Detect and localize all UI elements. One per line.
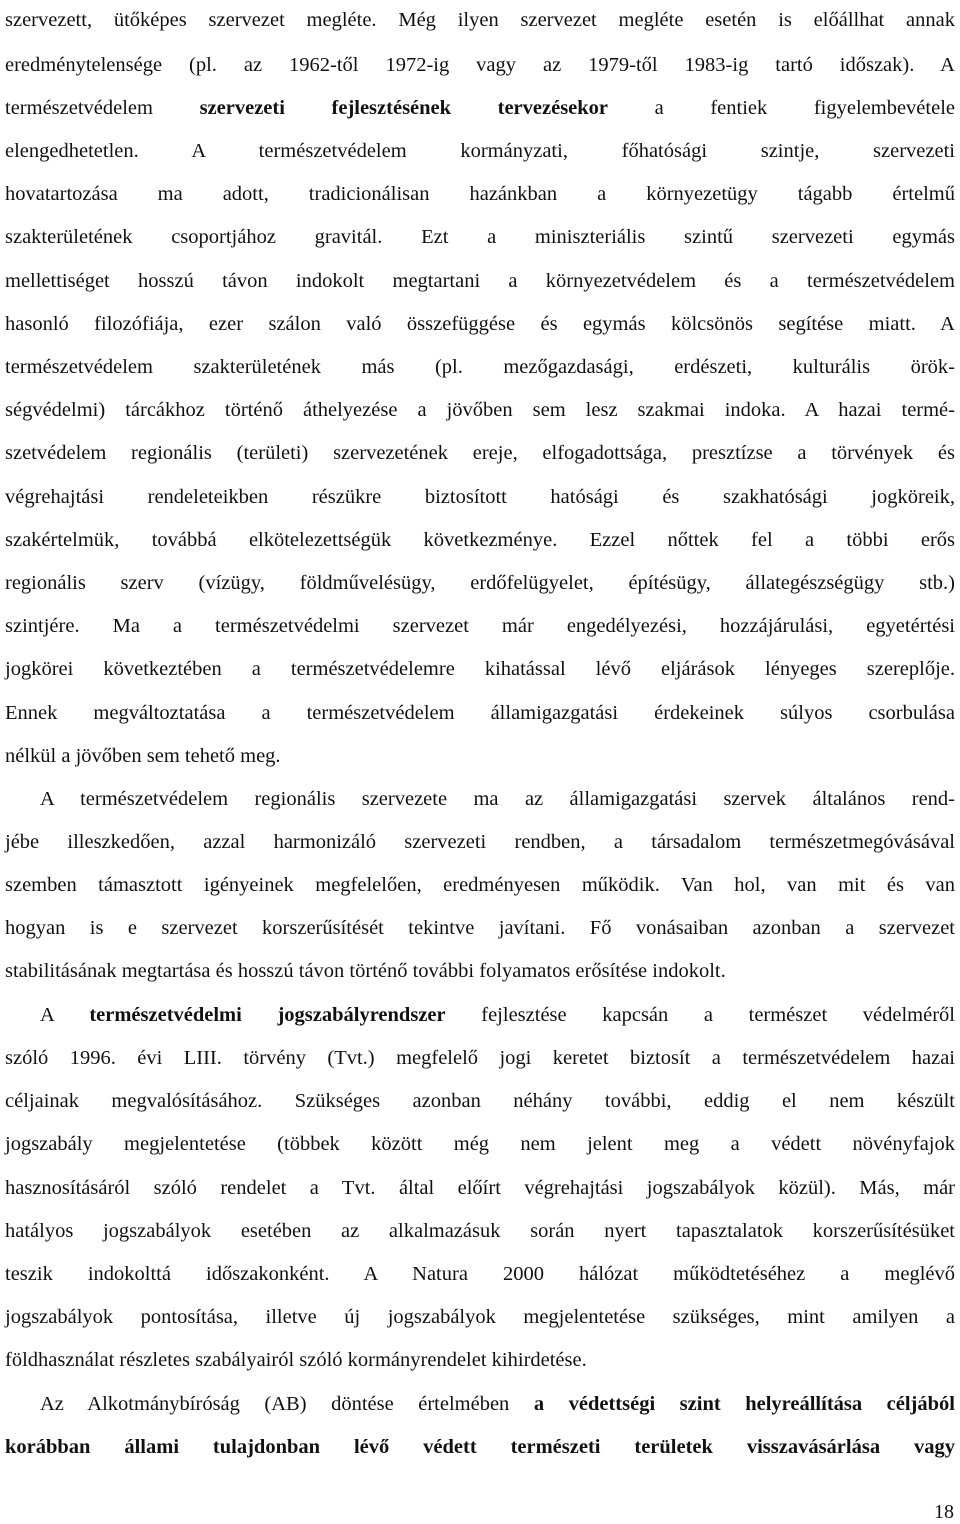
- text-span: jébe illeszkedően, azzal harmonizáló szervezeti rendben, a társadalom természetmegóvásával: [5, 831, 955, 853]
- text-line: [5, 440, 955, 466]
- text-line: [5, 484, 955, 510]
- text-line: [5, 915, 955, 941]
- text-line: [5, 95, 955, 121]
- text-line: [5, 354, 955, 380]
- text-line: [5, 1304, 955, 1330]
- text-line: [5, 958, 955, 984]
- text-span: A természetvédelem regionális szervezete ma az államigazgatási szervek általános rend-: [40, 788, 955, 810]
- text-line: [5, 397, 955, 423]
- text-line: [5, 1347, 955, 1373]
- text-span: Az Alkotmánybíróság (AB) döntése értelmében: [40, 1393, 534, 1415]
- text-line: [5, 1434, 955, 1460]
- text-span: mellettiséget hosszú távon indokolt megtartani a környezetvédelem és a természetvédelem: [5, 270, 955, 292]
- text-line: [40, 1002, 955, 1028]
- text-line: [5, 1131, 955, 1157]
- text-span: hasonló filozófiája, ezer szálon való összefüggése és egymás kölcsönös segítése miatt. A: [5, 313, 955, 335]
- text-span: regionális szerv (vízügy, földművelésügy, erdőfelügyelet, építésügy, állategészségügy stb.): [5, 572, 955, 594]
- text-span: hogyan is e szervezet korszerűsítését tekintve javítani. Fő vonásaiban azonban a szervezet: [5, 917, 955, 939]
- text-span: céljainak megvalósításához. Szükséges azonban néhány további, eddig el nem készült: [5, 1090, 955, 1112]
- text-span: stabilitásának megtartása és hosszú távon történő további folyamatos erősítése indokolt.: [5, 960, 726, 982]
- text-span: fejlesztése kapcsán a természet védelméről: [445, 1004, 955, 1026]
- text-line: [5, 570, 955, 596]
- bold-text-span: a védettségi szint helyreállítása céljából: [533, 1393, 955, 1415]
- text-span: jogkörei következtében a természetvédelemre kihatással lévő eljárások lényeges szereplője.: [5, 658, 955, 680]
- text-line: [40, 786, 955, 812]
- bold-text-span: természetvédelmi jogszabályrendszer: [89, 1004, 446, 1026]
- text-line: [5, 52, 955, 78]
- text-line: [5, 311, 955, 337]
- text-line: [5, 1045, 955, 1071]
- text-span: nélkül a jövőben sem tehető meg.: [5, 745, 281, 767]
- text-span: földhasználat részletes szabályairól szóló kormányrendelet kihirdetése.: [5, 1349, 587, 1371]
- text-line: [5, 181, 955, 207]
- text-span: a fentiek figyelembevétele: [608, 97, 955, 119]
- text-line: [5, 872, 955, 898]
- text-span: szakterületének csoportjához gravitál. Ezt a miniszteriális szintű szervezeti egymás: [5, 226, 955, 248]
- text-span: jogszabályok pontosítása, illetve új jogszabályok megjelentetése szükséges, mint amilyen a: [5, 1306, 955, 1328]
- text-span: elengedhetetlen. A természetvédelem kormányzati, főhatósági szintje, szervezeti: [5, 140, 955, 162]
- text-span: szervezett, ütőképes szervezet megléte. Még ilyen szervezet megléte esetén is előállhat annak: [5, 9, 955, 31]
- text-line: [40, 1391, 955, 1417]
- text-span: természetvédelem szakterületének más (pl. mezőgazdasági, erdészeti, kulturális örök-: [5, 356, 955, 378]
- text-span: jogszabály megjelentetése (többek között még nem jelent meg a védett növényfajok: [5, 1133, 955, 1155]
- text-line: [5, 138, 955, 164]
- text-line: [5, 1088, 955, 1114]
- text-span: A: [40, 1004, 90, 1026]
- text-line: [5, 1218, 955, 1244]
- text-line: [5, 700, 955, 726]
- text-span: végrehajtási rendeleteikben részükre biztosított hatósági és szakhatósági jogköreik,: [5, 486, 955, 508]
- text-span: Ennek megváltoztatása a természetvédelem államigazgatási érdekeinek súlyos csorbulása: [5, 702, 955, 724]
- text-line: [5, 743, 955, 769]
- text-span: szetvédelem regionális (területi) szervezetének ereje, elfogadottsága, presztízse a törvények és: [5, 442, 955, 464]
- text-span: hatályos jogszabályok esetében az alkalmazásuk során nyert tapasztalatok korszerűsítésüket: [5, 1220, 955, 1242]
- bold-text-span: szervezeti fejlesztésének tervezésekor: [199, 97, 609, 119]
- text-span: hovatartozása ma adott, tradicionálisan hazánkban a környezetügy tágabb értelmű: [5, 183, 955, 205]
- text-line: [5, 268, 955, 294]
- bold-text-span: korábban állami tulajdonban lévő védett természeti területek visszavásárlása vagy: [5, 1436, 955, 1458]
- text-line: [5, 656, 955, 682]
- text-line: [5, 613, 955, 639]
- text-span: szakértelmük, továbbá elkötelezettségük következménye. Ezzel nőttek fel a többi erős: [5, 529, 955, 551]
- text-span: szintjére. Ma a természetvédelmi szervezet már engedélyezési, hozzájárulási, egyetértési: [5, 615, 955, 637]
- text-line: [5, 829, 955, 855]
- text-line: [5, 1261, 955, 1287]
- text-span: szóló 1996. évi LIII. törvény (Tvt.) megfelelő jogi keretet biztosít a természetvédelem hazai: [5, 1047, 955, 1069]
- text-line: [5, 7, 955, 33]
- text-span: természetvédelem: [5, 97, 200, 119]
- text-span: hasznosításáról szóló rendelet a Tvt. által előírt végrehajtási jogszabályok közül). Más, már: [5, 1177, 955, 1199]
- text-span: ségvédelmi) tárcákhoz történő áthelyezése a jövőben sem lesz szakmai indoka. A hazai termé-: [5, 399, 955, 421]
- page-number: 18: [934, 1501, 954, 1523]
- text-line: [5, 224, 955, 250]
- text-span: eredménytelensége (pl. az 1962-től 1972-ig vagy az 1979-től 1983-ig tartó időszak). A: [5, 54, 955, 76]
- text-span: teszik indokolttá időszakonként. A Natura 2000 hálózat működtetéséhez a meglévő: [5, 1263, 955, 1285]
- text-line: [5, 1175, 955, 1201]
- text-line: [5, 527, 955, 553]
- text-span: szemben támasztott igényeinek megfelelően, eredményesen működik. Van hol, van mit és van: [5, 874, 955, 896]
